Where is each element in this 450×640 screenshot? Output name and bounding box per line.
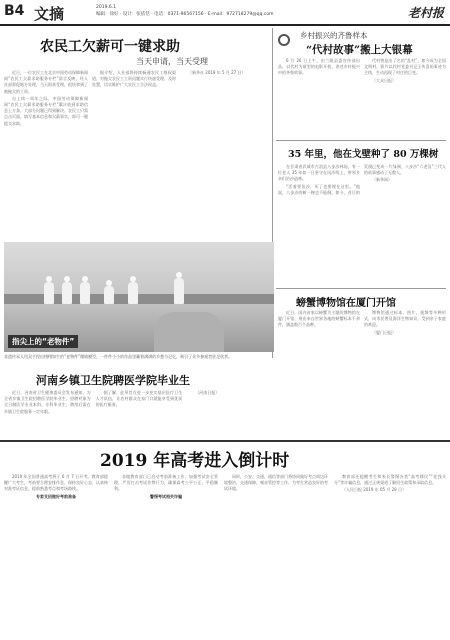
gaokao-para-3: 同时，公安、交通、通信等部门将协同做好考点周边环境整治、交通保障、噪音管控等工作，为考生营造良好的考试环境。: [224, 474, 328, 492]
stories-headline: “代村故事”搬上大银幕: [306, 44, 413, 56]
hospital-para-2: 据了解，此举旨在进一步充实基层医疗卫生人才队伍，让农村群众在家门口就能享受到优质的医疗服务。: [95, 390, 183, 408]
figurine-shape: [104, 286, 114, 304]
section-divider: [276, 140, 446, 141]
section-divider: [0, 440, 450, 442]
page-header: [0, 0, 450, 26]
hand-shape: [154, 312, 224, 352]
gaokao-byline: （人民日报 2019 年 05 月 29 日）: [342, 487, 406, 493]
gaokao-sub-2: 警惕考试相关诈骗: [150, 493, 182, 499]
gaokao-sub-1: 专家支招做好考前准备: [36, 493, 76, 499]
gaokao-body-col3: [224, 474, 328, 638]
museum-para-2: 博物馆通过标本、图片、视频等多种形式，向市民普及海洋生物知识，受到亲子家庭的欢迎。: [364, 310, 446, 328]
wages-para-1: 近日，一位农民工在北京中国劳动保障新闻网“农民工欠薪求助服务专栏”留言反映，经人社部督促地方处理，当天即获受理，很快拿到了被拖欠的工资。: [4, 70, 88, 94]
issue-date: 2019.6.1: [96, 5, 117, 10]
figurine-shape: [62, 282, 72, 304]
stories-para-2: 代村曾是出了名的“乱村”，如今成为全国文明村。影片以代村党委书记王传喜的事迹为主线，生动再现了村庄的巨变。: [364, 58, 446, 76]
photo-tag: 指尖上的“老物件”: [8, 335, 78, 348]
museum-headline: 螃蟹博物馆在厦门开馆: [296, 298, 396, 309]
figurine-shape: [128, 282, 138, 304]
hospital-headline: 河南乡镇卫生院聘医学院毕业生: [36, 374, 190, 387]
section-title: 文摘: [34, 5, 65, 23]
museum-byline: （厦门日报）: [372, 329, 396, 335]
stories-kicker: 乡村振兴的齐鲁样本: [300, 31, 368, 40]
hospital-body: [4, 390, 274, 438]
gaokao-para-2: 各地教育部门已启动考前准备工作，加强考试安全管理，严厉打击考试作弊行为，确保高考公平公正、平稳顺利。: [114, 474, 218, 492]
museum-body: [278, 310, 446, 436]
ornament-icon: [278, 34, 290, 46]
feature-photo: [4, 242, 274, 352]
gaokao-headline: 2019 年高考进入倒计时: [100, 451, 290, 471]
wages-body-col1: [4, 70, 88, 238]
gaokao-body-col1: [4, 474, 108, 638]
stories-body: [278, 58, 446, 134]
gaokao-para-4: 教育部还提醒考生和家长警惕各类“高考移民”“花钱买分”等诈骗信息，通过正规渠道了解招生政策和录取信息。: [334, 474, 446, 486]
gaokao-body-col2: [114, 474, 218, 638]
figurine-shape: [44, 282, 54, 304]
trees-para-1: 在甘肃省武威市古浪县八步沙林场，有一位老人 35 年如一日坚守在风沙线上，带领乡亲们治沙造林。: [278, 164, 360, 182]
figurine-shape: [174, 278, 184, 304]
trees-byline: （新华网）: [372, 177, 392, 183]
wages-para-3: 据介绍，人社部将持续畅通农民工维权渠道，对拖欠农民工工资问题实行快速受理、及时处置，切实维护广大农民工合法权益。: [92, 70, 176, 88]
wages-body-col3: [180, 70, 264, 238]
gaokao-para-1: 2019 年全国普通高考将于 6 月 7 日开考。教育部提醒广大考生，考前要合理安排作息，保持良好心态，认真核对准考证信息，提前熟悉考点和考场路线。: [4, 474, 108, 492]
hospital-byline: （河南日报）: [195, 390, 220, 395]
trees-para-2: “活着要治沙，死了也要埋在这里。”他说，八步沙的树一棵也不能倒。如今，昔日的荒漠已变成一片绿洲，八步沙“六老汉”三代人的故事感动了无数人。: [278, 164, 446, 195]
hospital-para-1: 近日，河南省卫生健康委员会发布通知，为全省乡镇卫生院招聘医学院毕业生。招聘对象为全日制医学专业本科、专科毕业生，聘用后需在乡镇卫生院服务一定年限。: [4, 390, 91, 414]
wages-subhead: 当天申请，当天受理: [136, 57, 208, 66]
wages-byline: （新华社 2019 年 5 月 27 日）: [188, 70, 246, 75]
header-meta: [96, 4, 273, 18]
stories-byline: （大众日报）: [372, 77, 396, 83]
wages-body-col2: [92, 70, 176, 238]
stories-para-1: 6 月 26 日上午，由兰陵县委宣传部出品、以代村为原型的电影开机，讲述乡村振兴中的齐鲁故事。: [278, 58, 360, 76]
figurine-shape: [80, 282, 90, 304]
wages-para-2: 自上线一周年之际，中国劳动保障新闻网“农民工欠薪求助服务专栏”累计收到求助信息上万条，大部分问题已得到解决。农民工只需点击页面、填写基本信息和欠薪事实，即可一键提交求助。: [4, 95, 88, 126]
page-number: B4: [4, 3, 25, 19]
wages-headline: 农民工欠薪可一键求助: [40, 39, 180, 55]
trees-body: [278, 164, 446, 288]
section-divider: [276, 288, 446, 289]
editor-contact: 编辑：徐好 · 设计：张依恬 · 电话：0371-96567156 · E-mail：972718279@qq.com: [96, 12, 274, 17]
gaokao-body-col4: [334, 474, 446, 638]
trees-headline: 35 年里，他在戈壁种了 80 万棵树: [288, 149, 439, 160]
masthead-logo: 老村报: [407, 6, 444, 20]
photo-caption: 非遗传承人用双手捏出栩栩如生的“老物件”微缩模型，一件件小小的作品里藏着满满的乡愁与记忆，吸引了众多参观者驻足欣赏。: [4, 354, 233, 359]
museum-para-1: 近日，国内首家以螃蟹为主题的博物馆在厦门开馆，展出来自世界各地的螃蟹标本千余件，涵盖数百个品种。: [278, 310, 360, 328]
